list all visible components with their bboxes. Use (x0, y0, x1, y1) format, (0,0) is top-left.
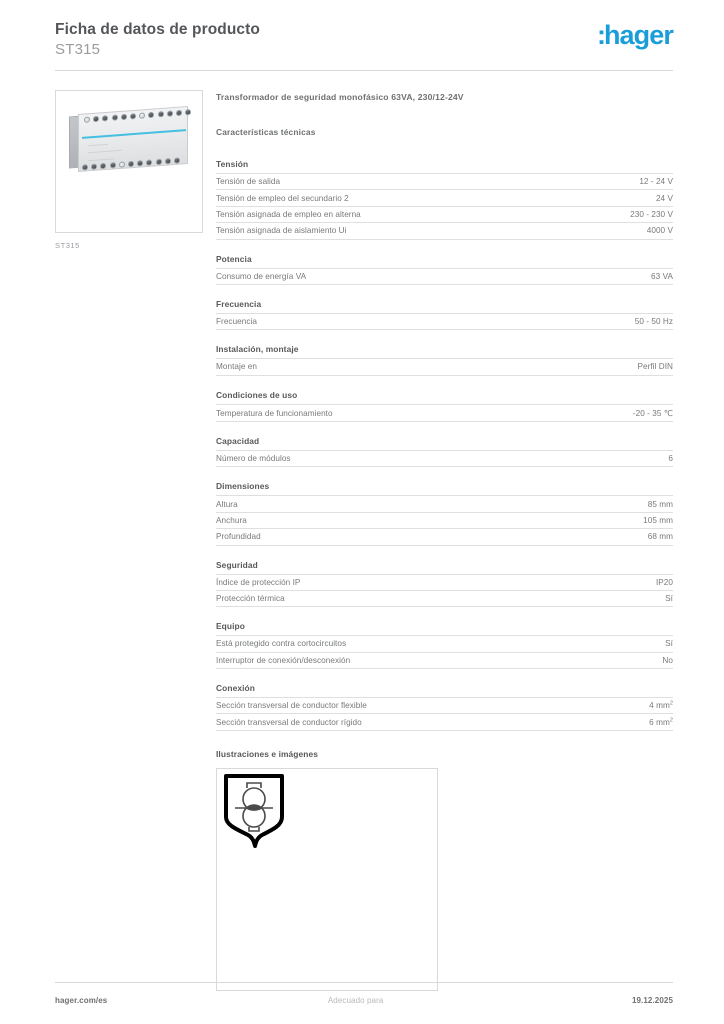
spec-row (216, 652, 673, 669)
spec-label: Tensión asignada de empleo en alterna (216, 209, 361, 219)
spec-row (216, 590, 673, 607)
spec-value: Sí (665, 594, 673, 604)
spec-group-title: Potencia (216, 253, 252, 264)
logo-wordmark: hager (603, 20, 673, 50)
page-title: Ficha de datos de producto (55, 21, 260, 38)
terminal-hole-icon (93, 116, 99, 122)
spec-group (216, 481, 673, 545)
spec-group-title: Frecuencia (216, 298, 262, 309)
spec-value: 50 - 50 Hz (634, 317, 673, 327)
product-figure (55, 90, 203, 250)
spec-row (216, 574, 673, 590)
spec-label: Altura (216, 499, 238, 509)
terminal-hole-icon (139, 112, 145, 118)
terminal-hole-icon (82, 164, 88, 170)
spec-groups-container (216, 159, 673, 731)
spec-label: Número de módulos (216, 454, 291, 464)
product-image-caption: ST315 (55, 241, 80, 250)
spec-row (216, 189, 673, 205)
illustrations-heading: Ilustraciones e imágenes (216, 748, 319, 759)
terminal-hole-icon (158, 111, 164, 117)
spec-label: Tensión asignada de aislamiento Ui (216, 226, 347, 236)
product-reference-subtitle: ST315 (55, 40, 101, 58)
spec-value: 230 - 230 V (630, 209, 673, 219)
spec-row (216, 713, 673, 730)
logo-colon-mark: : (596, 20, 604, 50)
terminal-hole-icon (148, 112, 154, 118)
spec-value: 6 (668, 454, 673, 464)
spec-label: Temperatura de funcionamiento (216, 408, 333, 418)
spec-group-title: Conexión (216, 683, 255, 693)
spec-row (216, 222, 673, 239)
spec-row (216, 358, 673, 375)
spec-label: Frecuencia (216, 317, 258, 327)
spec-group-title: Tensión (216, 159, 249, 169)
spec-label: Consumo de energía VA (216, 271, 307, 281)
terminal-hole-icon (91, 163, 97, 169)
spec-label: Tensión de salida (216, 177, 281, 187)
spec-group (216, 254, 673, 285)
terminal-hole-icon (110, 162, 116, 168)
spec-group (216, 621, 673, 669)
footer-note: Adecuado para (327, 996, 384, 1005)
spec-value: 24 V (655, 193, 673, 203)
technical-characteristics-heading: Características técnicas (216, 127, 316, 137)
page-header (55, 18, 673, 64)
footer-website-link[interactable]: hager.com/es (55, 996, 108, 1005)
product-name: Transformador de seguridad monofásico 63VA, 230/12-24V (216, 92, 464, 102)
spec-value: No (662, 655, 673, 665)
footer-date: 19.12.2025 (631, 996, 673, 1005)
spec-value: 6 $mm^2$ (649, 716, 673, 727)
spec-value: 105 mm (643, 515, 673, 525)
spec-row (216, 268, 673, 285)
device-marking-line (88, 144, 108, 146)
terminal-hole-icon (121, 114, 127, 120)
spec-label: Tensión de empleo del secundario 2 (216, 193, 349, 203)
spec-value: 4 $mm^2$ (649, 700, 673, 711)
spec-value: 12 - 24 V (639, 177, 673, 187)
footer-divider (55, 982, 673, 983)
terminal-hole-icon (130, 113, 136, 119)
terminal-hole-icon (84, 116, 90, 122)
spec-label: Anchura (216, 515, 247, 525)
spec-group (216, 299, 673, 330)
spec-label: Está protegido contra cortocircuitos (216, 639, 347, 649)
spec-row (216, 206, 673, 222)
spec-row (216, 313, 673, 330)
spec-row (216, 697, 673, 713)
spec-label: Índice de protección IP (216, 577, 301, 587)
spec-label: Interruptor de conexión/desconexión (216, 655, 351, 665)
terminal-hole-icon (137, 160, 143, 166)
terminal-hole-icon (185, 109, 191, 115)
device-marking-line (88, 158, 114, 161)
spec-group (216, 390, 673, 422)
safety-transformer-shield-symbol-icon (222, 773, 292, 849)
spec-row (216, 635, 673, 651)
spec-value: 4000 V (646, 226, 673, 236)
spec-value: Sí (665, 639, 673, 649)
spec-label: Protección térmica (216, 594, 285, 604)
terminal-hole-icon (102, 115, 108, 121)
illustration-frame (216, 768, 438, 991)
spec-value: -20 - 35 ℃ (632, 408, 673, 418)
spec-group-title: Condiciones de uso (216, 389, 298, 400)
spec-group (216, 159, 673, 240)
spec-group-title: Dimensiones (216, 481, 270, 492)
spec-value: IP20 (655, 577, 673, 587)
spec-label: Sección transversal de conductor rígido (216, 717, 362, 727)
spec-group (216, 683, 673, 731)
terminal-hole-icon (119, 161, 125, 167)
spec-label: Profundidad (216, 532, 261, 542)
specifications-column (216, 92, 673, 991)
spec-group-title: Instalación, montaje (216, 344, 299, 355)
spec-value: 68 mm (647, 532, 673, 542)
spec-group-title: Seguridad (216, 559, 258, 570)
page-footer (55, 996, 673, 1005)
terminal-hole-icon (146, 159, 152, 165)
spec-value: Perfil DIN (637, 362, 673, 372)
terminal-hole-icon (167, 110, 173, 116)
terminal-hole-icon (100, 163, 106, 169)
device-marking-line (88, 150, 122, 153)
hager-logo[interactable] (597, 18, 673, 49)
terminal-hole-icon (112, 114, 118, 120)
terminal-hole-icon (128, 161, 134, 167)
terminal-hole-icon (174, 157, 180, 163)
header-titles (55, 18, 260, 59)
spec-value: 85 mm (647, 499, 673, 509)
spec-group-title: Equipo (216, 621, 245, 632)
terminal-hole-icon (156, 159, 162, 165)
product-image-frame (55, 90, 203, 233)
spec-row (216, 173, 673, 189)
spec-row (216, 404, 673, 422)
terminal-hole-icon (165, 158, 171, 164)
spec-row (216, 450, 673, 467)
spec-label: Sección transversal de conductor flexible (216, 701, 367, 711)
product-photo-din-rail-transformer (65, 104, 195, 180)
spec-row (216, 512, 673, 528)
spec-row (216, 528, 673, 545)
spec-group-title: Capacidad (216, 436, 260, 446)
header-divider (55, 70, 673, 71)
spec-row (216, 495, 673, 511)
terminal-hole-icon (176, 110, 182, 116)
spec-label: Montaje en (216, 362, 258, 372)
spec-value: 63 VA (651, 271, 673, 281)
spec-group (216, 344, 673, 375)
spec-group (216, 436, 673, 467)
spec-group (216, 560, 673, 608)
